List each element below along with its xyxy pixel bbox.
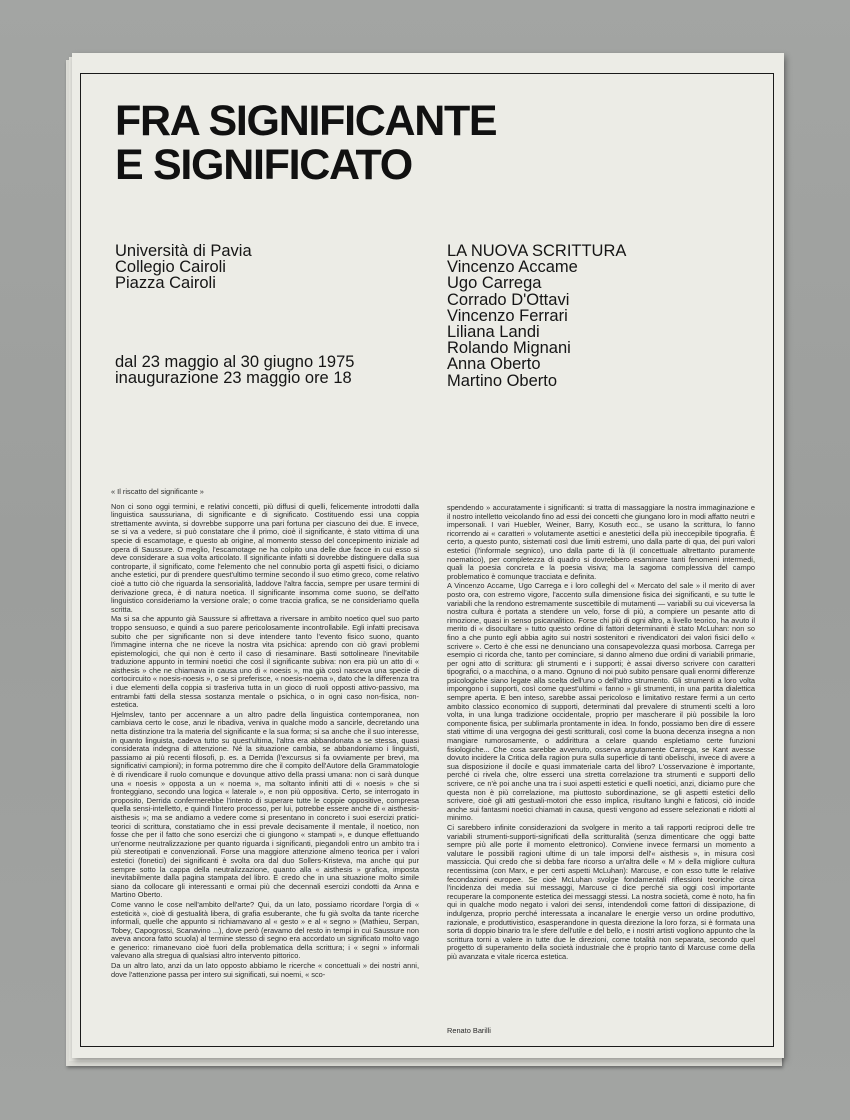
artist-name: Corrado D'Ottavi [447, 290, 570, 309]
venue-line: Collegio Cairoli [115, 258, 226, 276]
essay-paragraph: spendendo » accuratamente i significanti: si tratta di massaggiare la nostra immaginazione e il nostro intelletto veicolando fino ad essi dei concetti che giungano loro in modi affatto neutri e impersonali. I vari Huebler, Weiner, Barry, Kosuth ecc., se usano la scrittura, lo fanno ricorrendo ai « caratteri » volutamente asettici e anestetici della più ineccepibile tipografia. È certo, a questo punto, sistemati così due limiti estremi, uno dalla parte di qua, dei puri valori estetici (l'informale segnico), uno dalla parte di là (il concettuale altrettanto puramente noematico), per completezza di quadro si dovrebbero esaminare tanti fenomeni intermedi, quali la poesia concreta e la poesia visiva; ma la sagoma complessiva del campo problematico è comunque tracciata e definita. [447, 504, 755, 581]
title-line-1: FRA SIGNIFICANTE [115, 97, 497, 145]
exhibition-title: LA NUOVA SCRITTURA [447, 242, 627, 260]
venue-line: Università di Pavia [115, 242, 252, 260]
artist-name: Vincenzo Ferrari [447, 306, 568, 325]
essay-paragraph: Ma si sa che appunto già Saussure si affrettava a riversare in ambito noetico quel suo parto troppo sensuoso, e quindi a suo parere pericolosamente incontrollabile. Egli infatti precisava subito che per significante non si deve intendere tanto l'evento fisico suono, quanto l'immagine interna che ne riceve la nostra vita psichica: aprendo con ciò gravi problemi epistemologici, che qui non è certo il caso di riesaminare. Basti sottolineare l'inevitabile traduzione appunto in termini noetici che così il significante subiva: non era più un atto di « aisthesis » che ne chiamava in causa uno di « noesis », ma già così nasceva una specie di cortocircuito « noesis-noesis », o se si preferisce, « noesis-noema », dato che la differenza tra i due elementi della coppia si trasferiva tutta in un gioco di ruoli opposti attivo-passivo, ma entrambi fatti della stessa sostanza mentale o psichica, o in ogni caso non-fisica, non-estetica. [111, 614, 419, 710]
poster-frame [80, 73, 774, 1047]
date-range: dal 23 maggio al 30 giugno 1975 [115, 353, 355, 371]
venue-block [115, 243, 252, 291]
dates-block [115, 354, 354, 386]
poster-title [115, 99, 496, 187]
artist-name: Vincenzo Accame [447, 258, 578, 277]
artists-block [447, 243, 626, 389]
author-signature: Renato Barilli [447, 1026, 491, 1035]
poster-sheet [72, 53, 784, 1058]
essay-paragraph: A Vincenzo Accame, Ugo Carrega e i loro colleghi del « Mercato del sale » il merito di aver posto ora, con estremo vigore, l'accento sulla dimensione fisica dei significanti, e su tutte le variabili che la rendono estremamente suscettibile di mutamenti — variabili su cui viceversa la nostra cultura è portata a stendere un velo, forse di più, a compiere un pesante atto di rimozione, quasi in senso psicanalitico. Forse chi più di ogni altro, a livello teorico, ha avuto il merito di « disocultare » tutto questo ordine di fattori determinanti è stato McLuhan: non so fino a che punto egli abbia agito sui nostri sostenitori e rivendicatori dei valori fisici dello « scrivere ». Certo è che essi ne denunciano una consapevolezza quasi morbosa. Carrega per esempio ci ricorda che, tanto per cominciare, si danno almeno due ordini di variabili primarie, per ogni atto di scrittura: gli strumenti e i supporti; è assai diverso scrivere con caratteri tipografici, o a macchina, o a mano. Ognuno di noi può subito pensare quali enormi differenze psicologiche siano legate alla scelta dell'uno o dell'altro strumento. Gli strumenti a loro volta impongono i supporti, così come quest'ultimi « fanno » gli strumenti, in una partita dialettica sempre aperta. E ben inteso, sarebbe assai pericoloso e limitativo restare fermi a un certo ambito classico economico di supporti, determinati dal prevalere di strumenti scelti a loro volta, in una lunga tradizione occidentale, proprio per mascherare il più possibile la loro componente fisica, per sublimarla prontamente in idea. In fondo, possiamo ben dire di essere stati vittime di una vergogna dei gesti scritturali, così come la buona decenza insegna a non mangiare rumorosamente, o addirittura a celare quando espletiamo certe funzioni fisiologiche... Che cosa sarebbe avvenuto, osserva argutamente Carrega, se Kant avesse dovuto incidere la Critica della ragion pura sulla superficie di tanti obelischi, invece di avere a sua disposizione il docile e quasi immateriale carta del libro? L'osservazione è importante, perché ci rivela che, oltre esserci una stretta correlazione tra strumenti e supporti dello scrivere, ce n'è poi anche una tra i suoi aspetti estetici e quelli noetici, anzi, diciamo pure che questa non è più correlazione, ma piuttosto subordinazione, se gli aspetti estetici dello scrivere, cioè gli atti gestuali-motori che esso implica, risultano lunghi e faticosi, ciò incide anche sui fantasmi noetici chiamati in causa, questi vengono ad essere selezionati e ridotti al minimo. [447, 581, 755, 823]
essay-column-right [447, 504, 755, 1004]
essay-heading: « Il riscatto del significante » [111, 488, 204, 496]
artist-name: Anna Oberto [447, 355, 541, 374]
title-line-2: E SIGNIFICATO [115, 141, 412, 189]
essay-paragraph: Come vanno le cose nell'ambito dell'arte? Qui, da un lato, possiamo ricordare l'orgia di « esteticità », cioè di gestualità libera, di grafia esuberante, che fu già svolta da tante ricerche informali, quelle che appunto si richiamavano al « gesto » e al « segno » (Mathieu, Serpan, Tobey, Capogrossi, Scanavino ...), dove però (eravamo del resto in tempi in cui Saussure non aveva ancora fatto scuola) al termine stesso di segno era accordato un significato molto vago e generico: rimanevano cioè fuori della problematica della scrittura; i « segni » informali valevano alla stregua di qualsiasi altro intervento pittorico. [111, 899, 419, 961]
venue-line: Piazza Cairoli [115, 274, 216, 292]
artist-name: Ugo Carrega [447, 274, 542, 293]
artist-name: Martino Oberto [447, 371, 558, 390]
artist-name: Liliana Landi [447, 323, 540, 342]
opening-date: inaugurazione 23 maggio ore 18 [115, 369, 352, 387]
artist-name: Rolando Mignani [447, 339, 571, 358]
essay-paragraph: Da un altro lato, anzi da un lato opposto abbiamo le ricerche « concettuali » dei nostri anni, dove l'attenzione passa per intero sui significati, sui noemi, « sco- [111, 961, 419, 979]
essay-paragraph: Non ci sono oggi termini, e relativi concetti, più diffusi di quelli, felicemente introdotti dalla linguistica saussuriana, di significante e di significato. Costituendo essi una coppia strettamente avvinta, si dovrebbe supporre una pari fortuna per ciascuno dei due. E invece, se si va a vedere, si può constatare che il primo, cioè il significante, è stato vittima di una specie di escamotage, e questo ab origine, al momento stesso del concepimento iniziale ad opera di Saussure. O meglio, l'escamotage ne ha colpito una delle due facce in cui esso si deve considerare a sua volta articolato. Il significante infatti si dovrebbe distinguere dalla sua controparte, il significato, come l'elemento che nel connubio porta gli aspetti fisici, o diciamo anche estetici, pur di prendere quest'ultimo termine secondo il suo etimo greco, come relativo cioè a tutto ciò che riguarda la sensorialità, laddove l'altra faccia, sempre per usare termini di derivazione greca, è di natura noetica. Il significante insomma come suono, se dell'atto linguistico consideriamo la versione orale; o come traccia grafica, se ne consideriamo quella scritta. [111, 501, 419, 614]
essay-paragraph: Hjelmslev, tanto per accennare a un altro padre della linguistica contemporanea, non cambiava certo le cose, anzi le ribadiva, veniva in qualche modo a sancirle, decretando una netta distinzione tra la materia del significante e la sua forma; si sa anche che il suo interesse, in quanto linguista, cadeva tutto su quest'ultima, l'altra era abbandonata a se stessa, quasi considerata indegna di attenzione. Né la situazione cambia, se abbandoniamo i linguisti, passiamo ai più recenti filosofi, p. es. a Derrida (l'excursus si fa ovviamente per brevi, ma significativi campioni); in forma potremmo dire che il compito dell'Autore della Grammatologie è di rivendicare il ruolo comunque e dovunque attivo della prassi umana: non ci sarà dunque una « noesis » opposta a un « noema », ma soltanto infiniti atti di « noesis » che si fronteggiano, secondo una logica « laterale », e non più oppositiva. Certo, se interrogato in proposito, Derrida confermerebbe l'intento di superare tutte le coppie oppositive, compresa quella sensi-intelletto, e quindi l'intero processo, per lui, potrebbe essere anche di « aisthesis-aisthesis »; ma se andiamo a vedere come si presentano in concreto i suoi esercizi pratici-teorici di scrittura, constatiamo che in essi prevale decisamente il mentale, il noetico, non fosse che per il fatto che sono esercizi che ci giungono « stampati », e dunque effettuando un'enorme neutralizzazione per quanto riguarda i significanti, piegandoli entro un ambito tra i più stereotipati e convenzionali. Forse una maggiore attenzione almeno teorica per i valori estetici (fonetici) dei significanti è svolta ora dal duo Sollers-Kristeva, ma anche qui pur sempre sotto la cappa della neutralizzazione, quanto alla « aisthesis » grafica, imposta inevitabilmente dalla pagina stampata del libro. E credo che in una situazione molto simile siano da collocare gli interessanti e ormai più che decennali esercizi condotti da Anna e Martino Oberto. [111, 709, 419, 900]
essay-paragraph: Ci sarebbero infinite considerazioni da svolgere in merito a tali rapporti reciproci delle tre variabili strumenti-supporti-significati della scritturalità (senza dimenticare che oggi batte sempre più alle porte il momento elettronico). Conviene invece fermarsi un momento a valutare le possibili ragioni ultime di un tale imporsi dell'« aisthesis », in misura così massiccia. Qui credo che si debba fare ricorso a un'altra delle « M » della migliore cultura recentissima (con Marx, e per certi aspetti McLuhan): Marcuse, e con esso tutte le relative fecondazioni europee. Se cioè McLuhan svolge fondamentali riflessioni teoriche circa l'incidenza dei media sui messaggi, Marcuse ci dice perché sia oggi così importante recuperare la componente estetica dei messaggi stessi. La nostra società, come è noto, ha fin qui in qualche modo negato i valori dei sensi, intendendoli come fattori di dissipazione, di indulgenza, proprio perché interessata a incanalare le energie verso un ordine produttivo, razionale, e produttivistico, esasperandone in questa direzione la loro forza, si è formata una sorta di doppio binario tra le sfere dell'utile e del bello, e i nostri artisti vogliono appunto che la scrittura torni a valere in tutte due le direzioni, come totalità non separata, secondo quel progetto di superamento della società industriale che è proprio tanto di Marcuse come della più avanzata e vitale ricerca estetica. [447, 822, 755, 961]
essay-column-left [111, 488, 419, 1033]
